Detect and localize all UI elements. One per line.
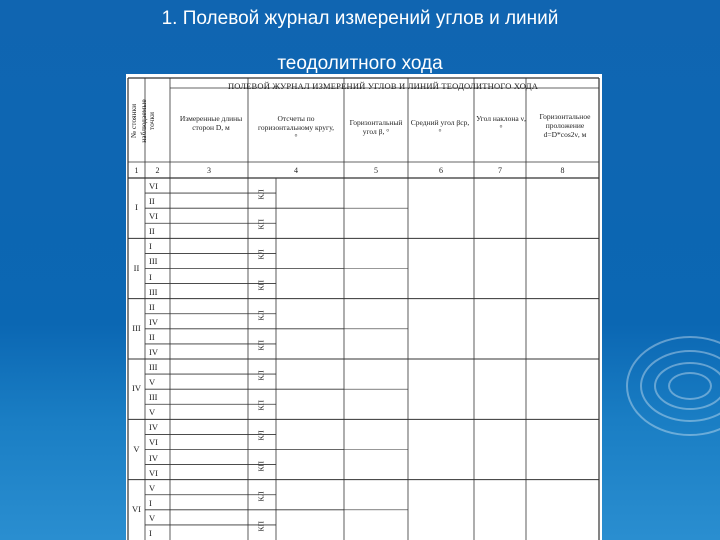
slide-title-line2: теодолитного хода: [277, 53, 443, 74]
station-name: III: [132, 322, 141, 333]
observed-point: V: [149, 482, 156, 493]
column-number: 7: [498, 166, 502, 175]
circle-position-label: КЛ: [256, 189, 266, 200]
observed-point: VI: [149, 181, 158, 191]
observed-point: II: [149, 196, 155, 207]
station-name: IV: [132, 383, 141, 394]
ripple-decoration: [626, 336, 720, 436]
observed-point: I: [149, 497, 152, 508]
observed-point: IV: [149, 422, 158, 433]
circle-position-label: КП: [256, 520, 266, 532]
observed-point: VI: [149, 467, 158, 478]
circle-position-label: КЛ: [256, 249, 266, 260]
observed-point: III: [149, 286, 158, 297]
circle-position-label: КЛ: [256, 430, 266, 441]
circle-position-label: КЛ: [256, 491, 266, 502]
header-station: № стоянки: [129, 103, 138, 139]
column-number: 4: [294, 166, 298, 175]
observed-point: III: [149, 256, 158, 267]
header-distance: Измеренные длины сторон D, м: [179, 114, 243, 132]
observed-point: IV: [149, 452, 158, 463]
observed-point: VI: [149, 211, 158, 222]
observed-point: I: [149, 241, 152, 252]
observed-point: II: [149, 226, 155, 237]
observed-point: II: [149, 331, 155, 342]
station-name: II: [133, 262, 140, 273]
circle-position-label: КП: [256, 400, 266, 411]
column-number: 3: [207, 166, 211, 175]
column-number: 8: [560, 166, 565, 175]
column-number: 6: [439, 166, 443, 175]
header-inclination: Угол наклона ν, °: [476, 114, 526, 132]
station-name: VI: [132, 503, 141, 514]
column-number: 2: [155, 166, 160, 175]
header-mean-angle: Средний угол βср, °: [410, 118, 470, 136]
circle-position-label: КЛ: [256, 370, 266, 381]
circle-position-label: КЛ: [256, 310, 266, 321]
observed-point: II: [149, 301, 155, 312]
header-observed-points: наблюдаемые точки: [139, 99, 156, 143]
header-readings: Отсчеты по горизонтальному кругу, °: [258, 114, 334, 141]
field-journal-table: [126, 74, 602, 540]
observed-point: III: [149, 392, 158, 403]
observed-point: I: [149, 271, 152, 282]
slide-title-line1: 1. Полевой журнал измерений углов и линий: [161, 8, 559, 29]
column-number: 5: [374, 166, 378, 175]
circle-position-label: КП: [256, 219, 266, 230]
observed-point: V: [149, 512, 156, 523]
circle-position-label: КП: [256, 279, 266, 291]
journal-title: ПОЛЕВОЙ ЖУРНАЛ ИЗМЕРЕНИЙ УГЛОВ И ЛИНИЙ ТЕОДОЛИТНОГО ХОДА: [227, 81, 539, 91]
header-horizontal-projection: Горизонтальное проложение d=D*cos2ν, м: [539, 112, 591, 139]
observed-point: I: [149, 527, 152, 538]
station-name: I: [135, 202, 138, 213]
observed-point: III: [149, 362, 158, 372]
observed-point: VI: [149, 437, 158, 448]
observed-point: IV: [149, 346, 158, 357]
station-name: V: [133, 443, 140, 454]
observed-point: V: [149, 377, 156, 388]
header-horizontal-angle: Горизонтальный угол β, °: [349, 118, 403, 136]
circle-position-label: КП: [256, 460, 266, 472]
observed-point: V: [149, 407, 156, 418]
circle-position-label: КП: [256, 339, 266, 351]
column-number: 1: [134, 166, 139, 175]
observed-point: IV: [149, 316, 158, 327]
table-grid: [126, 74, 602, 540]
